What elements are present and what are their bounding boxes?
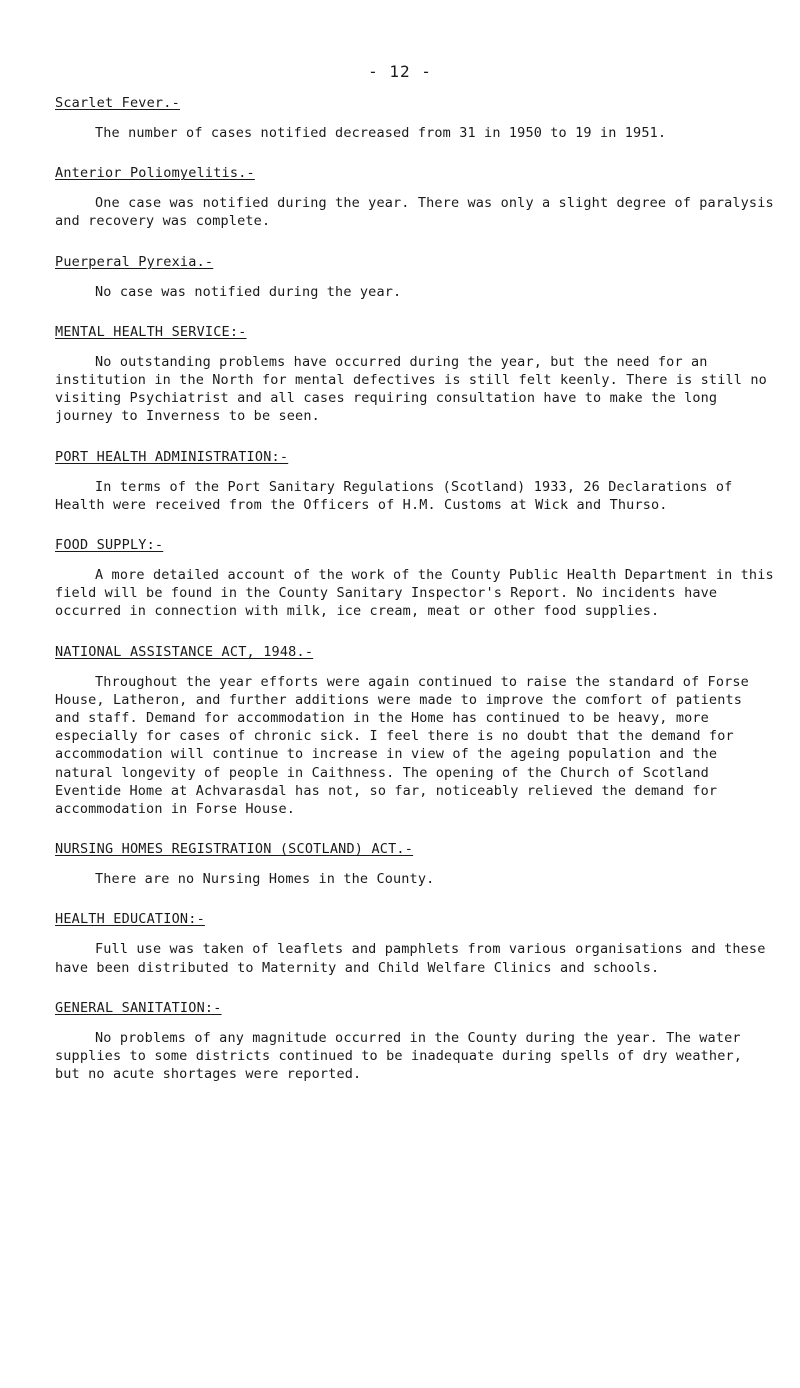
report-content	[55, 92, 775, 1103]
section-heading: MENTAL HEALTH SERVICE:-	[55, 323, 247, 340]
section-heading: Scarlet Fever.-	[55, 95, 180, 111]
section-body: No problems of any magnitude occurred in the County during the year. The water supplies to some districts continued to be inadequate during spells of dry weather, but no acute shortages were reported.	[55, 1029, 743, 1083]
section-body: In terms of the Port Sanitary Regulations (Scotland) 1933, 26 Declarations of Health were received from the Officers of H.M. Customs at Wick and Thurso.	[55, 478, 733, 513]
section-heading: HEALTH EDUCATION:-	[55, 911, 205, 928]
section-heading: Puerperal Pyrexia.-	[55, 253, 214, 270]
section-heading: PORT HEALTH ADMINISTRATION:-	[55, 448, 289, 465]
section-heading: NURSING HOMES REGISTRATION (SCOTLAND) ACT.-	[55, 841, 414, 858]
section-health-education	[55, 908, 775, 976]
section-heading: NATIONAL ASSISTANCE ACT, 1948.-	[55, 643, 314, 660]
section-national-assistance-act	[55, 641, 775, 819]
section-scarlet-fever	[55, 92, 775, 142]
page-number: - 12 -	[368, 62, 432, 81]
section-puerperal-pyrexia	[55, 251, 775, 301]
section-food-supply	[55, 534, 775, 621]
section-heading: FOOD SUPPLY:-	[55, 537, 164, 554]
section-body: Full use was taken of leaflets and pamphlets from various organisations and these have been distributed to Maternity and Child Welfare Clinics and schools.	[55, 941, 766, 976]
section-mental-health-service	[55, 321, 775, 426]
section-heading: Anterior Poliomyelitis.-	[55, 165, 255, 182]
section-anterior-poliomyelitis	[55, 162, 775, 230]
section-body: No outstanding problems have occurred during the year, but the need for an institution in the North for mental defectives is still felt keenly. There is still no visiting Psychiatrist and all cases requiring consultation have to make the long journey to Inverness to be seen.	[55, 353, 767, 425]
section-nursing-homes-registration	[55, 838, 775, 888]
section-body: One case was notified during the year. There was only a slight degree of paralysis and recovery was complete.	[55, 195, 774, 230]
section-general-sanitation	[55, 997, 775, 1084]
section-body: A more detailed account of the work of the County Public Health Department in this field will be found in the County Sanitary Inspector's Report. No incidents have occurred in connection with milk, ice cream, meat or other food supplies.	[55, 567, 774, 620]
section-body: No case was notified during the year.	[95, 283, 402, 300]
section-body: There are no Nursing Homes in the County.	[95, 871, 435, 888]
section-body: The number of cases notified decreased from 31 in 1950 to 19 in 1951.	[95, 125, 667, 141]
section-body: Throughout the year efforts were again continued to raise the standard of Forse House, Latheron, and further additions were made to improve the comfort of patients and staff. Demand for accommodation in the Home has continued to be heavy, more especially for cases of chronic sick. I feel there is no doubt that the demand for accommodation will continue to increase in view of the ageing population and the natural longevity of people in Caithness. The opening of the Church of Scotland Eventide Home at Achvarasdal has not, so far, noticeably relieved the demand for accommodation in Forse House.	[55, 673, 749, 818]
section-heading: GENERAL SANITATION:-	[55, 999, 222, 1016]
section-port-health-administration	[55, 446, 775, 514]
